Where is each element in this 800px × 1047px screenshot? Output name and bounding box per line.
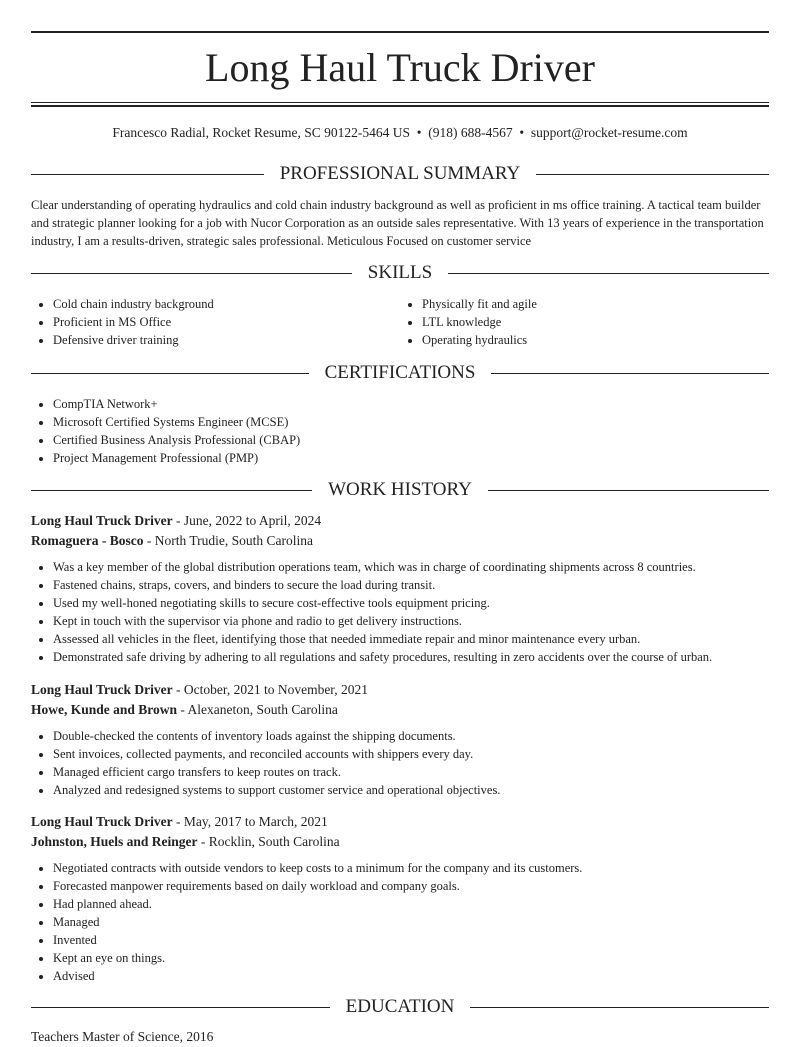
job-dates: - June, 2022 to April, 2024 (172, 513, 322, 528)
list-item: • Assessed all vehicles in the fleet, identifying those that needed immediate repair and minor maintenance every urban. (53, 630, 769, 648)
job-company-line (31, 531, 769, 551)
list-item: • Demonstrated safe driving by adhering to all regulations and safety procedures, resulting in zero accidents over the course of urban. (53, 648, 769, 666)
list-item: • Forecasted manpower requirements based on daily workload and company goals. (53, 877, 769, 895)
job-entry (31, 680, 769, 799)
email: support@rocket-resume.com (530, 125, 688, 140)
section-title: EDUCATION (345, 996, 455, 1017)
job-dates: - May, 2017 to March, 2021 (172, 814, 328, 829)
company: Howe, Kunde and Brown (31, 702, 178, 717)
job-company-line (31, 700, 769, 720)
section-skills-heading (31, 262, 769, 284)
section-title: WORK HISTORY (328, 479, 472, 500)
list-item: • Was a key member of the global distribution operations team, which was in charge of coordinating shipments across 8 countries. (53, 558, 769, 576)
contact-line (31, 124, 769, 142)
list-item: • Fastened chains, straps, covers, and binders to secure the load during transit. (53, 576, 769, 594)
list-item: • Double-checked the contents of inventory loads against the shipping documents. (53, 727, 769, 745)
separator: • (519, 125, 525, 140)
section-title: PROFESSIONAL SUMMARY (279, 163, 521, 184)
list-item: • Proficient in MS Office (53, 313, 400, 331)
list-item: • Kept in touch with the supervisor via phone and radio to get delivery instructions. (53, 612, 769, 630)
location: - Rocklin, South Carolina (197, 834, 340, 849)
company: Romaguera - Bosco (31, 533, 144, 548)
list-item: • Invented (53, 931, 769, 949)
section-certifications-heading (31, 362, 769, 384)
list-item: • Used my well-honed negotiating skills to secure cost-effective tools equipment pricing. (53, 594, 769, 612)
job-entry (31, 812, 769, 985)
job-entry (31, 511, 769, 666)
job-title: Long Haul Truck Driver (31, 682, 173, 697)
list-item: • Managed (53, 913, 769, 931)
list-item: • Microsoft Certified Systems Engineer (MCSE) (53, 413, 769, 431)
list-item: • Kept an eye on things. (53, 949, 769, 967)
top-rule (31, 31, 769, 33)
summary-text: Clear understanding of operating hydraulics and cold chain industry background as well as proficient in ms office training. A tactical team builder and strategic planner looking for a job with Nucor Corporation as an outside sales representative. With 13 years of experience in the transportation industry, I am a results-driven, strategic sales professional. Meticulous Focused on customer service (31, 198, 764, 248)
separator: • (416, 125, 422, 140)
job-title: Long Haul Truck Driver (31, 513, 173, 528)
list-item: • Operating hydraulics (422, 331, 769, 349)
list-item: • Sent invoices, collected payments, and reconciled accounts with shippers every day. (53, 745, 769, 763)
skills-list (31, 295, 769, 349)
list-item: • Analyzed and redesigned systems to support customer service and operational objectives. (53, 781, 769, 799)
list-item: • Managed efficient cargo transfers to keep routes on track. (53, 763, 769, 781)
address: Francesco Radial, Rocket Resume, SC 90122-5464 US (112, 125, 411, 140)
phone: (918) 688-4567 (428, 125, 513, 140)
section-work-heading (31, 479, 769, 501)
location: - North Trudie, South Carolina (143, 533, 313, 548)
job-company-line (31, 832, 769, 852)
list-item: • Negotiated contracts with outside vendors to keep costs to a minimum for the company and its customers. (53, 859, 769, 877)
job-title-line (31, 812, 769, 832)
list-item: • Project Management Professional (PMP) (53, 449, 769, 467)
page-title: Long Haul Truck Driver (205, 45, 595, 90)
job-title: Long Haul Truck Driver (31, 814, 173, 829)
certifications-list (31, 395, 769, 467)
double-rule (31, 102, 769, 103)
section-title: SKILLS (367, 262, 433, 283)
company: Johnston, Huels and Reinger (31, 834, 198, 849)
list-item: • Cold chain industry background (53, 295, 400, 313)
list-item: • Physically fit and agile (422, 295, 769, 313)
list-item: • LTL knowledge (422, 313, 769, 331)
education-entry: Teachers Master of Science, 2016 (31, 1029, 214, 1044)
list-item: • Certified Business Analysis Professional (CBAP) (53, 431, 769, 449)
job-title-line (31, 511, 769, 531)
location: - Alexaneton, South Carolina (177, 702, 338, 717)
double-rule (31, 105, 769, 107)
list-item: • CompTIA Network+ (53, 395, 769, 413)
job-dates: - October, 2021 to November, 2021 (172, 682, 369, 697)
job-title-line (31, 680, 769, 700)
list-item: • Defensive driver training (53, 331, 400, 349)
list-item: • Advised (53, 967, 769, 985)
section-education-heading (31, 996, 769, 1018)
list-item: • Had planned ahead. (53, 895, 769, 913)
section-title: CERTIFICATIONS (324, 362, 476, 383)
section-summary-heading (31, 163, 769, 185)
